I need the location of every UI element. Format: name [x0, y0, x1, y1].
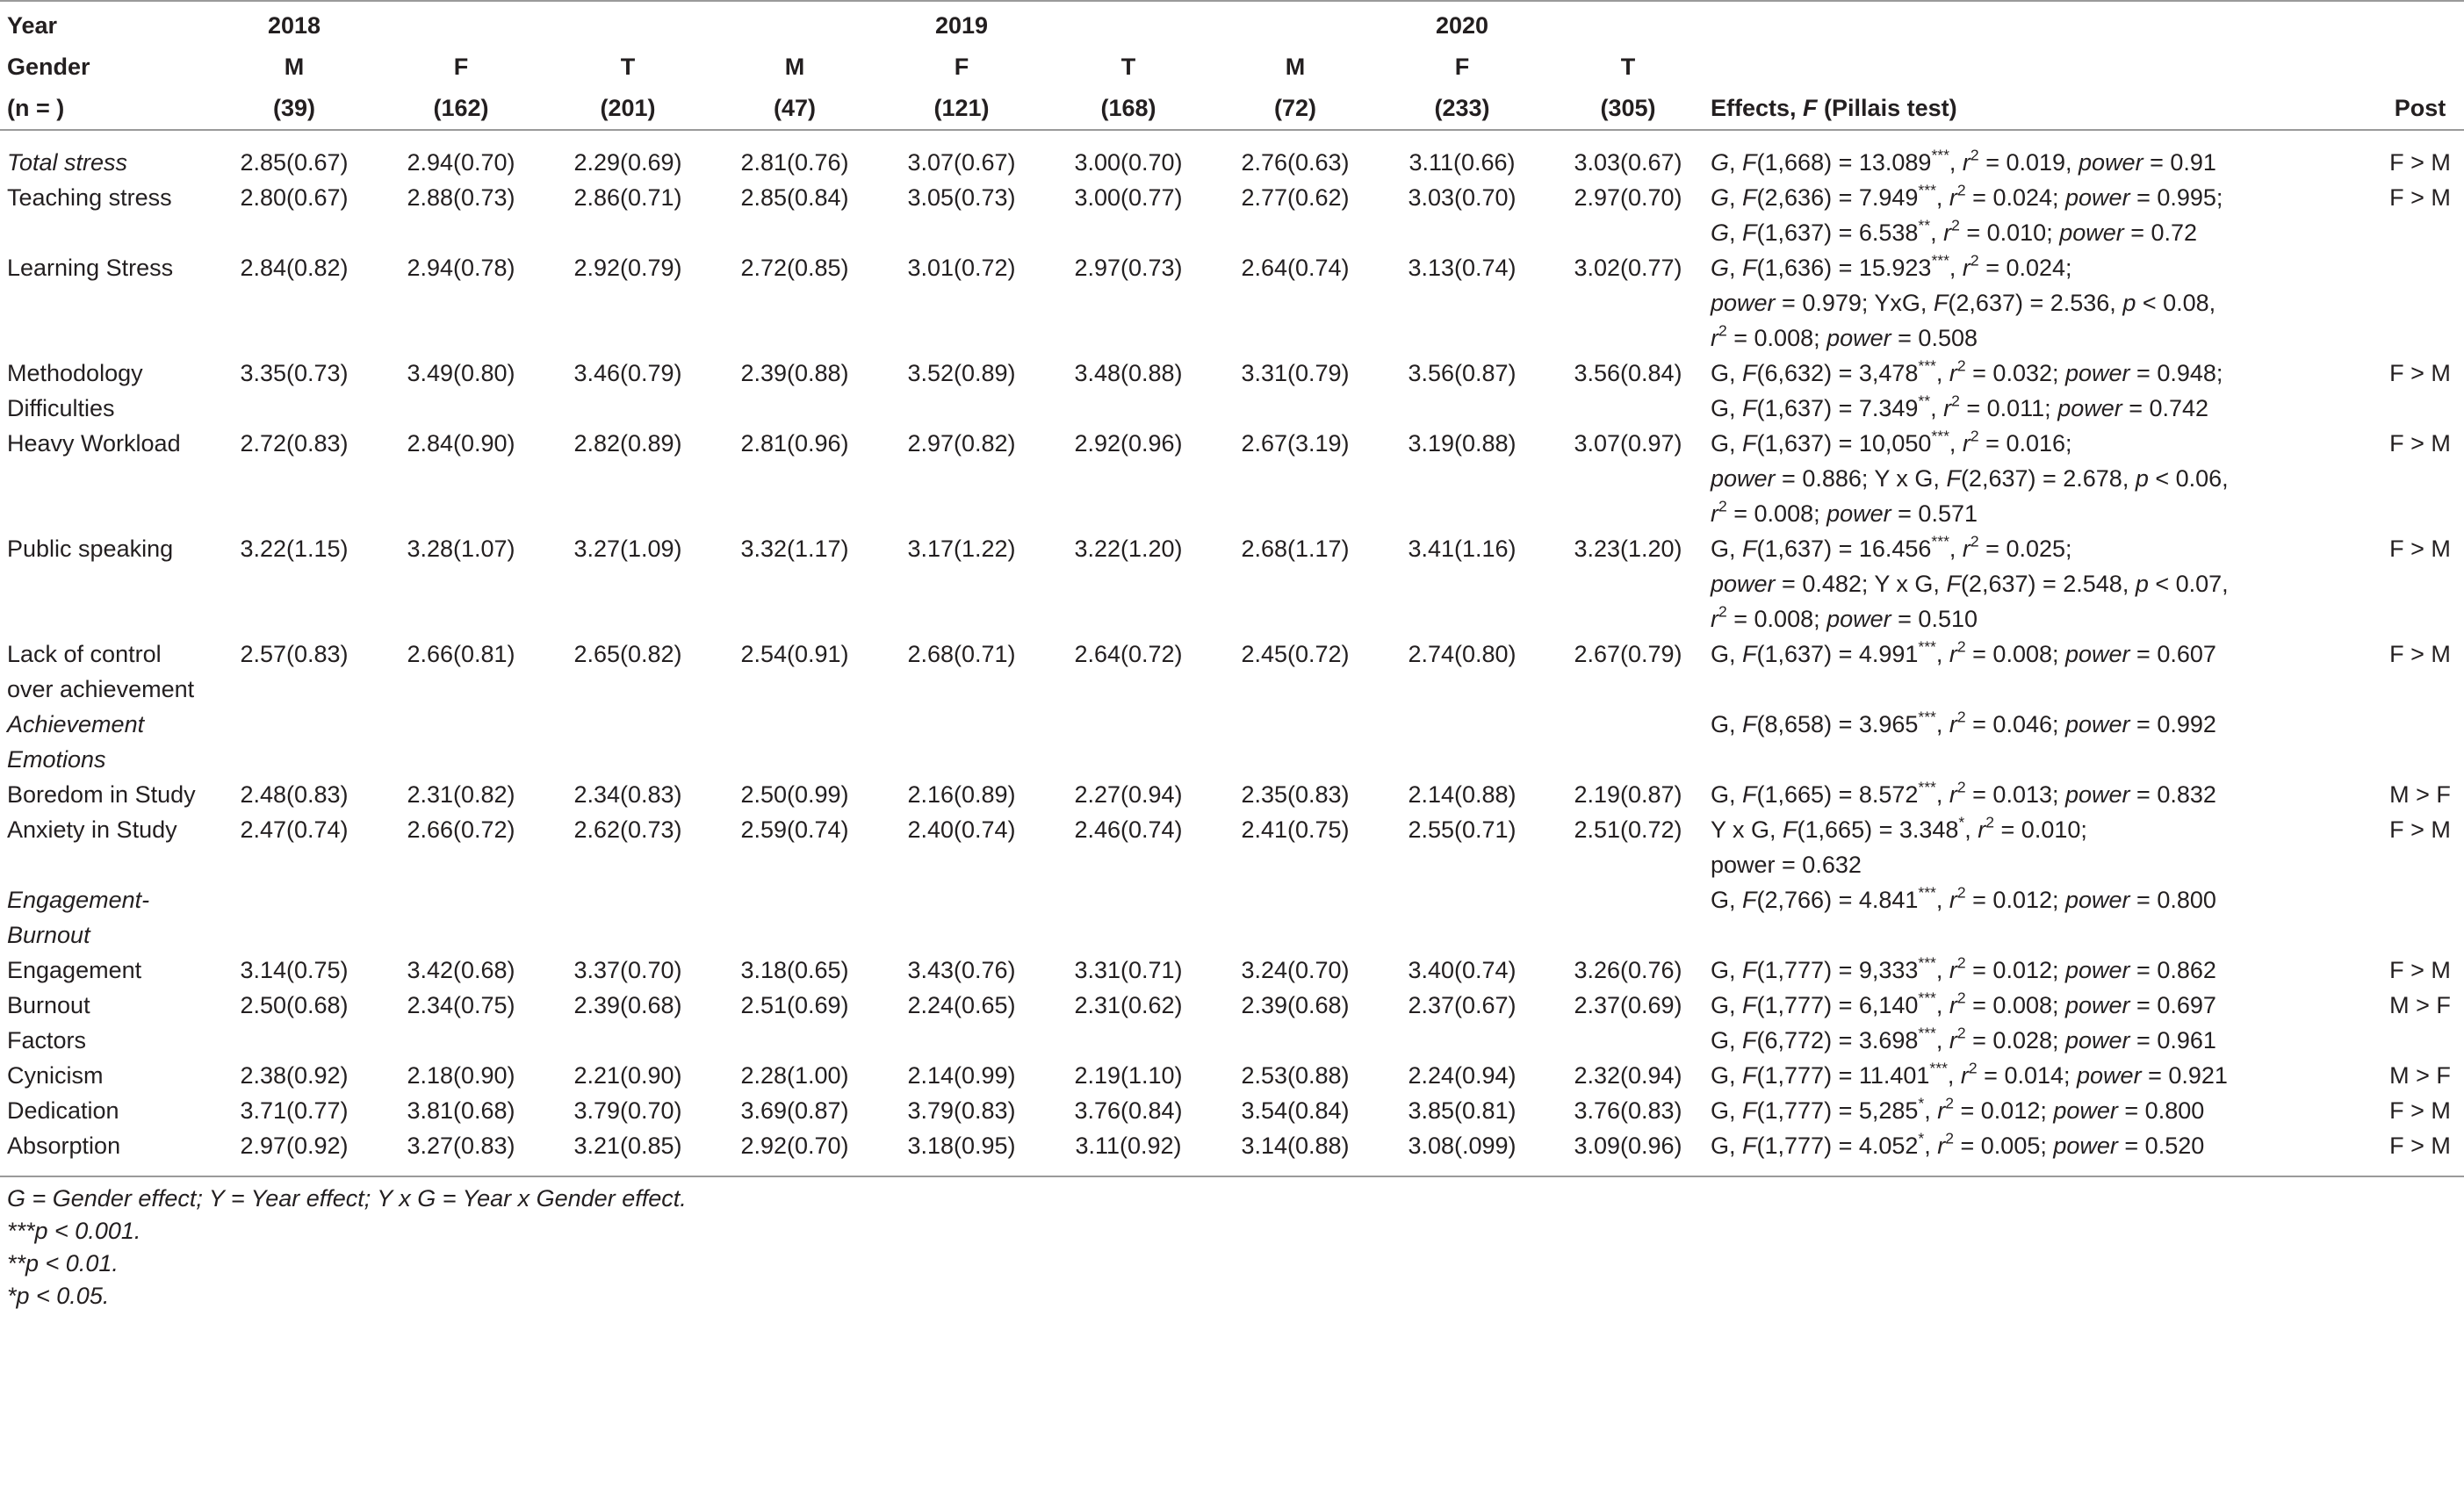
value-cell: [211, 707, 378, 777]
year-2019-label: 2019: [934, 12, 989, 39]
value-cell: 3.14(0.88): [1212, 1128, 1379, 1176]
value-cell: 3.71(0.77): [240, 1097, 349, 1124]
value-cell: [378, 1023, 544, 1058]
post-cell: [2376, 882, 2464, 953]
post-cell: F > M: [2389, 536, 2451, 562]
value-cell: 2.53(0.88): [1241, 1062, 1350, 1089]
row-label: Cynicism: [7, 1062, 104, 1089]
value-cell: 3.42(0.68): [407, 957, 515, 983]
value-cell: 2.72(0.83): [240, 430, 349, 457]
value-cell: 2.84(0.82): [240, 255, 349, 281]
value-cell: 2.39(0.88): [740, 360, 849, 386]
value-cell: [1379, 707, 1545, 777]
value-cell: 3.23(1.20): [1574, 536, 1682, 562]
table-row: [0, 953, 2464, 988]
effects-cell: G, F(8,658) = 3.965***, $r^2 = 0.046$; power = 0.992: [1711, 708, 2216, 737]
n-cell: (168): [1045, 88, 1212, 130]
row-label: Achievement Emotions: [7, 711, 145, 773]
value-cell: 2.31(0.82): [407, 781, 515, 808]
row-label: Burnout: [7, 992, 90, 1018]
value-cell: 2.50(0.68): [240, 992, 349, 1018]
value-cell: 3.22(1.15): [240, 536, 349, 562]
value-cell: [878, 1023, 1045, 1058]
row-label: Engagement-Burnout: [7, 887, 150, 948]
value-cell: [1045, 707, 1212, 777]
post-cell: F > M: [2389, 1097, 2451, 1124]
n-cell: (47): [711, 88, 878, 130]
value-cell: 2.77(0.62): [1241, 184, 1350, 211]
table-row: [0, 1093, 2464, 1128]
value-cell: 2.18(0.90): [407, 1062, 515, 1089]
effects-cell: G, F(1,668) = 13.089***, $r^2 = 0.019$, power = 0.91: [1711, 146, 2216, 176]
gender-cell: M: [1285, 54, 1306, 80]
value-cell: 2.38(0.92): [240, 1062, 349, 1089]
value-cell: 3.54(0.84): [1241, 1097, 1350, 1124]
value-cell: 2.51(0.72): [1574, 816, 1682, 843]
row-label: Anxiety in Study: [7, 816, 177, 843]
post-cell: F > M: [2389, 430, 2451, 457]
value-cell: 3.85(0.81): [1408, 1097, 1517, 1124]
value-cell: 2.39(0.68): [573, 992, 682, 1018]
n-cell: (233): [1379, 88, 1545, 130]
value-cell: 2.21(0.90): [573, 1062, 682, 1089]
gender-cell: T: [1120, 54, 1136, 80]
value-cell: 2.97(0.92): [211, 1128, 378, 1176]
value-cell: 3.76(0.83): [1574, 1097, 1682, 1124]
row-label: Total stress: [7, 149, 128, 176]
value-cell: 2.24(0.94): [1408, 1062, 1517, 1089]
value-cell: 2.67(3.19): [1241, 430, 1350, 457]
value-cell: 3.22(1.20): [1074, 536, 1183, 562]
value-cell: 2.37(0.67): [1408, 992, 1517, 1018]
post-cell: F > M: [2389, 957, 2451, 983]
value-cell: 2.72(0.85): [740, 255, 849, 281]
year-2020-label: 2020: [1435, 12, 1489, 39]
value-cell: 2.29(0.69): [573, 149, 682, 176]
effects-cell: G, F(1,665) = 8.572***, $r^2 = 0.013$; power = 0.832: [1711, 778, 2216, 808]
value-cell: 2.66(0.72): [407, 816, 515, 843]
value-cell: 2.64(0.72): [1074, 641, 1183, 667]
value-cell: [211, 882, 378, 953]
value-cell: 3.17(1.22): [907, 536, 1016, 562]
value-cell: [1545, 1023, 1711, 1058]
value-cell: 2.14(0.99): [907, 1062, 1016, 1089]
footnote: ***p < 0.001.: [7, 1218, 141, 1244]
gender-cell: M: [284, 54, 305, 80]
value-cell: 3.76(0.84): [1074, 1097, 1183, 1124]
table-row: [0, 707, 2464, 777]
value-cell: 3.48(0.88): [1074, 360, 1183, 386]
table-row: [0, 426, 2464, 531]
post-cell: M > F: [2389, 992, 2451, 1018]
value-cell: 3.26(0.76): [1574, 957, 1682, 983]
n-cell: (72): [1212, 88, 1379, 130]
value-cell: 3.31(0.71): [1074, 957, 1183, 983]
gender-cell: T: [1620, 54, 1636, 80]
effects-cell: G, F(1,777) = 6,140***, $r^2 = 0.008$; power = 0.697: [1711, 989, 2216, 1018]
value-cell: 2.55(0.71): [1408, 816, 1517, 843]
value-cell: 2.35(0.83): [1241, 781, 1350, 808]
post-cell: F > M: [2389, 184, 2451, 211]
value-cell: 2.92(0.79): [573, 255, 682, 281]
value-cell: 2.50(0.99): [740, 781, 849, 808]
value-cell: [878, 882, 1045, 953]
value-cell: 3.46(0.79): [573, 360, 682, 386]
value-cell: 2.80(0.67): [240, 184, 349, 211]
value-cell: [544, 1023, 711, 1058]
post-cell: M > F: [2389, 781, 2451, 808]
gender-cell: T: [620, 54, 636, 80]
value-cell: 3.52(0.89): [907, 360, 1016, 386]
value-cell: 3.01(0.72): [907, 255, 1016, 281]
effects-cell: G, F(1,637) = 4.991***, $r^2 = 0.008$; power = 0.607: [1711, 637, 2216, 667]
value-cell: 2.97(0.82): [907, 430, 1016, 457]
value-cell: 2.19(1.10): [1074, 1062, 1183, 1089]
gender-cell: M: [784, 54, 805, 80]
effects-cell: G, F(1,777) = 5,285*, $r^2 = 0.012$; power = 0.800: [1711, 1094, 2205, 1124]
value-cell: 3.18(0.65): [740, 957, 849, 983]
value-cell: 3.19(0.88): [1408, 430, 1517, 457]
value-cell: 3.31(0.79): [1241, 360, 1350, 386]
value-cell: 2.31(0.62): [1074, 992, 1183, 1018]
value-cell: 3.14(0.75): [240, 957, 349, 983]
post-cell: F > M: [2389, 641, 2451, 667]
value-cell: [711, 707, 878, 777]
effects-cell: G, F(1,636) = 15.923***, $r^2 = 0.024$; power = 0.979; YxG, F(2,637) = 2.536, p < 0.08, $r^2 = 0.008$; power = 0.508: [1711, 251, 2216, 351]
row-label: Teaching stress: [7, 184, 172, 211]
effects-cell: G, F(6,632) = 3,478***, $r^2 = 0.032$; power = 0.948; G, F(1,637) = 7.349**, $r^2 = 0.011$; power = 0.742: [1711, 356, 2223, 421]
row-label: Boredom in Study: [7, 781, 196, 808]
value-cell: 3.03(0.67): [1574, 149, 1682, 176]
value-cell: 3.43(0.76): [907, 957, 1016, 983]
value-cell: 2.97(0.73): [1074, 255, 1183, 281]
post-cell: [2376, 707, 2464, 777]
value-cell: 3.41(1.16): [1408, 536, 1517, 562]
value-cell: 3.28(1.07): [407, 536, 515, 562]
row-label: Learning Stress: [7, 255, 174, 281]
post-cell: F > M: [2389, 816, 2451, 843]
table-row: [0, 356, 2464, 426]
year-2018-label: 2018: [267, 12, 321, 39]
value-cell: 2.94(0.70): [407, 149, 515, 176]
value-cell: 2.54(0.91): [740, 641, 849, 667]
value-cell: [1545, 707, 1711, 777]
value-cell: 3.09(0.96): [1545, 1128, 1711, 1176]
value-cell: 2.81(0.96): [740, 430, 849, 457]
effects-cell: G, F(2,766) = 4.841***, $r^2 = 0.012$; power = 0.800: [1711, 883, 2216, 913]
value-cell: 2.76(0.63): [1241, 149, 1350, 176]
post-cell: F > M: [2376, 1128, 2464, 1176]
table-body: [0, 130, 2464, 1176]
value-cell: 2.45(0.72): [1241, 641, 1350, 667]
value-cell: 3.07(0.67): [907, 149, 1016, 176]
value-cell: [544, 882, 711, 953]
year-label: Year: [7, 12, 58, 39]
value-cell: 3.32(1.17): [740, 536, 849, 562]
value-cell: 2.19(0.87): [1574, 781, 1682, 808]
table-row: [0, 1128, 2464, 1176]
value-cell: 3.11(0.92): [1045, 1128, 1212, 1176]
table-row: [0, 250, 2464, 356]
effects-cell: G, F(1,777) = 4.052*, $r^2 = 0.005$; power = 0.520: [1711, 1128, 2376, 1176]
value-cell: 3.07(0.97): [1574, 430, 1682, 457]
value-cell: 2.34(0.83): [573, 781, 682, 808]
value-cell: 3.00(0.70): [1074, 149, 1183, 176]
header-row-year: [0, 1, 2464, 47]
value-cell: 2.16(0.89): [907, 781, 1016, 808]
value-cell: [711, 882, 878, 953]
value-cell: 2.41(0.75): [1241, 816, 1350, 843]
value-cell: 3.02(0.77): [1574, 255, 1682, 281]
value-cell: 2.39(0.68): [1241, 992, 1350, 1018]
table-header: [0, 1, 2464, 130]
value-cell: 3.18(0.95): [878, 1128, 1045, 1176]
value-cell: 2.34(0.75): [407, 992, 515, 1018]
effects-cell: G, F(2,636) = 7.949***, $r^2 = 0.024$; power = 0.995; G, F(1,637) = 6.538**, $r^2 = 0.010$; power = 0.72: [1711, 181, 2223, 246]
value-cell: [1379, 882, 1545, 953]
table-row: [0, 130, 2464, 180]
row-label: Dedication: [7, 1097, 119, 1124]
value-cell: 2.88(0.73): [407, 184, 515, 211]
value-cell: [378, 882, 544, 953]
value-cell: 3.56(0.87): [1408, 360, 1517, 386]
effects-cell: G, F(1,777) = 9,333***, $r^2 = 0.012$; power = 0.862: [1711, 953, 2216, 983]
value-cell: 3.27(0.83): [378, 1128, 544, 1176]
value-cell: 3.27(1.09): [573, 536, 682, 562]
value-cell: 2.57(0.83): [240, 641, 349, 667]
n-cell: (201): [544, 88, 711, 130]
value-cell: [211, 1023, 378, 1058]
value-cell: [1545, 882, 1711, 953]
value-cell: [1045, 882, 1212, 953]
value-cell: 2.14(0.88): [1408, 781, 1517, 808]
value-cell: [544, 707, 711, 777]
value-cell: 2.94(0.78): [407, 255, 515, 281]
gender-cell: F: [453, 54, 469, 80]
n-cell: (305): [1545, 88, 1711, 130]
value-cell: 3.35(0.73): [240, 360, 349, 386]
value-cell: 3.37(0.70): [573, 957, 682, 983]
table-row: [0, 636, 2464, 707]
value-cell: 2.65(0.82): [573, 641, 682, 667]
value-cell: 3.13(0.74): [1408, 255, 1517, 281]
value-cell: 3.24(0.70): [1241, 957, 1350, 983]
value-cell: [1045, 1023, 1212, 1058]
value-cell: 2.51(0.69): [740, 992, 849, 1018]
n-cell: (121): [878, 88, 1045, 130]
post-cell: [2376, 250, 2464, 356]
value-cell: 2.92(0.70): [711, 1128, 878, 1176]
table-row: [0, 1058, 2464, 1093]
value-cell: 3.05(0.73): [907, 184, 1016, 211]
effects-cell: G, F(1,777) = 11.401***, $r^2 = 0.014$; power = 0.921: [1711, 1059, 2228, 1089]
value-cell: 2.81(0.76): [740, 149, 849, 176]
table-row: [0, 882, 2464, 953]
value-cell: 2.59(0.74): [740, 816, 849, 843]
table-row: [0, 180, 2464, 250]
value-cell: 3.69(0.87): [740, 1097, 849, 1124]
n-cell: (39): [211, 88, 378, 130]
effects-cell: G, F(6,772) = 3.698***, $r^2 = 0.028$; power = 0.961: [1711, 1024, 2216, 1054]
value-cell: 2.32(0.94): [1574, 1062, 1682, 1089]
value-cell: 3.21(0.85): [544, 1128, 711, 1176]
footnote: **p < 0.01.: [7, 1250, 119, 1276]
value-cell: 3.00(0.77): [1074, 184, 1183, 211]
row-label: Public speaking: [7, 536, 174, 562]
value-cell: 2.68(0.71): [907, 641, 1016, 667]
value-cell: 2.46(0.74): [1074, 816, 1183, 843]
footnote: *p < 0.05.: [7, 1283, 110, 1309]
post-cell: [2376, 1023, 2464, 1058]
value-cell: 3.79(0.83): [907, 1097, 1016, 1124]
value-cell: 3.11(0.66): [1409, 149, 1516, 176]
table-row: [0, 988, 2464, 1023]
row-label: Absorption: [0, 1128, 211, 1176]
value-cell: [1212, 1023, 1379, 1058]
effects-cell: G, F(1,637) = 16.456***, $r^2 = 0.025$; power = 0.482; Y x G, F(2,637) = 2.548, p < 0.07, $r^2 = 0.008$; power = 0.510: [1711, 532, 2229, 632]
table-row: [0, 531, 2464, 636]
value-cell: [1212, 707, 1379, 777]
value-cell: 2.48(0.83): [240, 781, 349, 808]
value-cell: 2.28(1.00): [740, 1062, 849, 1089]
value-cell: [878, 707, 1045, 777]
value-cell: 2.82(0.89): [573, 430, 682, 457]
value-cell: 2.74(0.80): [1408, 641, 1517, 667]
table-row: [0, 777, 2464, 812]
gender-cell: F: [954, 54, 969, 80]
table-row: [0, 1023, 2464, 1058]
value-cell: 2.85(0.84): [740, 184, 849, 211]
value-cell: [711, 1023, 878, 1058]
value-cell: 3.03(0.70): [1408, 184, 1517, 211]
footnote: G = Gender effect; Y = Year effect; Y x G = Year x Gender effect.: [7, 1185, 687, 1212]
value-cell: 2.67(0.79): [1574, 641, 1682, 667]
value-cell: 3.79(0.70): [573, 1097, 682, 1124]
value-cell: 2.62(0.73): [573, 816, 682, 843]
row-label: Engagement: [7, 957, 142, 983]
value-cell: 2.97(0.70): [1574, 184, 1682, 211]
row-label: Heavy Workload: [7, 430, 181, 457]
gender-cell: F: [1454, 54, 1470, 80]
row-label: Methodology Difficulties: [7, 360, 143, 421]
value-cell: 2.84(0.90): [407, 430, 515, 457]
value-cell: 2.24(0.65): [907, 992, 1016, 1018]
value-cell: 2.37(0.69): [1574, 992, 1682, 1018]
post-header: Post: [2376, 88, 2464, 130]
value-cell: [378, 707, 544, 777]
value-cell: 3.81(0.68): [407, 1097, 515, 1124]
row-label: Factors: [7, 1027, 87, 1054]
effects-header: Effects, F (Pillais test): [1711, 88, 2376, 130]
value-cell: 2.92(0.96): [1074, 430, 1183, 457]
post-cell: F > M: [2389, 149, 2451, 176]
table-row: [0, 812, 2464, 882]
value-cell: 2.40(0.74): [907, 816, 1016, 843]
effects-cell: Y x G, F(1,665) = 3.348*, $r^2 = 0.010$; power = 0.632: [1711, 813, 2087, 878]
post-cell: M > F: [2389, 1062, 2451, 1089]
table-footnotes: [0, 1177, 2385, 1312]
value-cell: 2.68(1.17): [1241, 536, 1350, 562]
value-cell: 3.56(0.84): [1574, 360, 1682, 386]
header-row-gender: [0, 47, 2464, 88]
effects-cell: G, F(1,637) = 10,050***, $r^2 = 0.016$; power = 0.886; Y x G, F(2,637) = 2.678, p < 0.06, $r^2 = 0.008$; power = 0.571: [1711, 427, 2229, 527]
value-cell: 2.27(0.94): [1074, 781, 1183, 808]
n-cell: (162): [378, 88, 544, 130]
post-cell: F > M: [2389, 360, 2451, 386]
value-cell: 3.49(0.80): [407, 360, 515, 386]
value-cell: 3.08(.099): [1379, 1128, 1545, 1176]
value-cell: [1212, 882, 1379, 953]
gender-label: Gender: [7, 54, 90, 80]
n-label: (n = ): [0, 88, 211, 130]
value-cell: 2.64(0.74): [1241, 255, 1350, 281]
value-cell: [1379, 1023, 1545, 1058]
row-label: Lack of control over achievement: [7, 641, 195, 702]
value-cell: 3.40(0.74): [1408, 957, 1517, 983]
value-cell: 2.85(0.67): [240, 149, 349, 176]
value-cell: 2.47(0.74): [240, 816, 349, 843]
value-cell: 2.86(0.71): [573, 184, 682, 211]
value-cell: 2.66(0.81): [407, 641, 515, 667]
header-row-n: [0, 88, 2464, 130]
